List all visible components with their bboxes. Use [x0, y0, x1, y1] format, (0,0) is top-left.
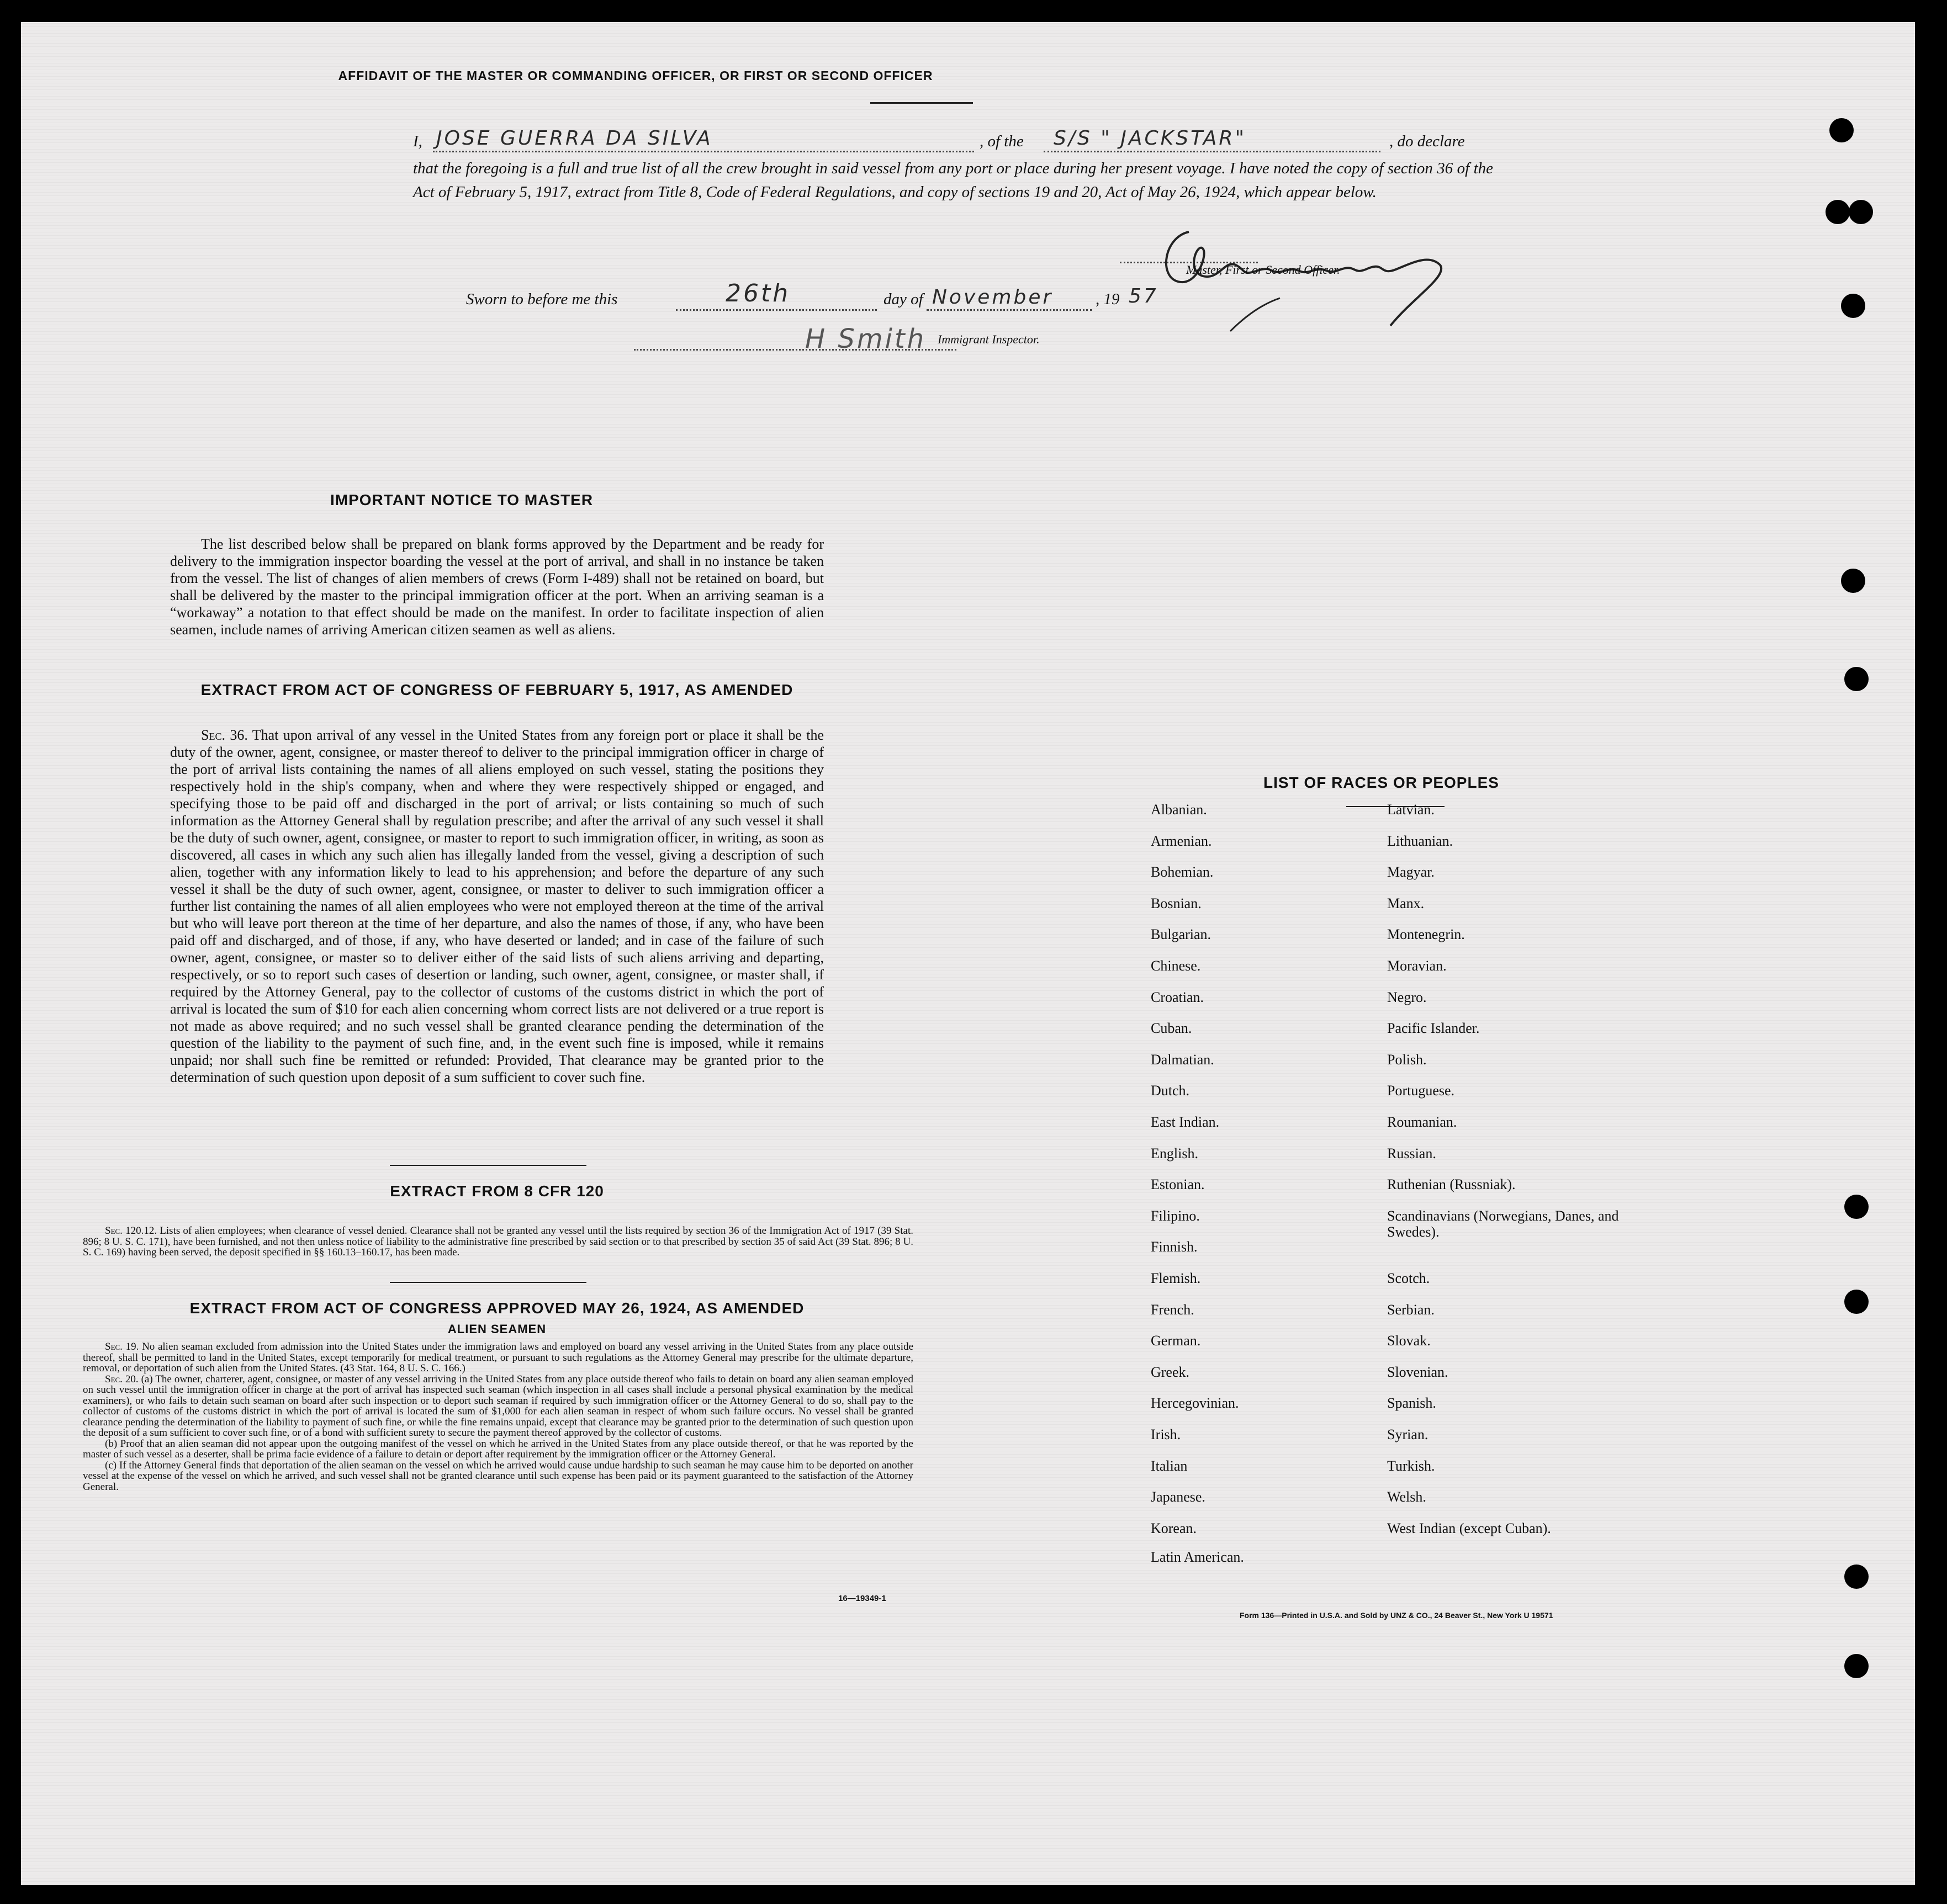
- rule-1: [390, 1165, 586, 1166]
- title-rule: [870, 102, 973, 104]
- race-item: Latin American.: [1151, 1548, 1244, 1565]
- punch-hole: [1844, 667, 1869, 691]
- race-item: Welsh.: [1387, 1489, 1426, 1505]
- race-item: Italian: [1151, 1457, 1188, 1474]
- race-item: Finnish.: [1151, 1239, 1198, 1255]
- inspector-signature: H Smith: [805, 323, 927, 354]
- race-item: Montenegrin.: [1387, 926, 1465, 943]
- race-item: Estonian.: [1151, 1176, 1205, 1193]
- race-item: Ruthenian (Russniak).: [1387, 1176, 1516, 1193]
- race-item: Scandinavians (Norwegians, Danes, and Swedes).: [1387, 1207, 1619, 1240]
- sworn-month-handwritten: November: [932, 286, 1054, 309]
- declaration-text: that the foregoing is a full and true list of all the crew brought in said vessel from any port or place during her present voyage. I have noted the copy of section 36 of the Act of February 5, 1917, extract from Title 8, Code of Federal Regulations, and copy of sections 19 and 20, Act of May 26, 1924, which appear below.: [413, 160, 1493, 201]
- sec-36-label: Sec. 36.: [201, 727, 248, 743]
- punch-hole: [1844, 1290, 1869, 1314]
- race-item: East Indian.: [1151, 1114, 1220, 1130]
- race-item: Greek.: [1151, 1364, 1190, 1380]
- punch-hole: [1829, 118, 1854, 142]
- punch-hole: [1844, 1195, 1869, 1219]
- notice-heading: IMPORTANT NOTICE TO MASTER: [330, 491, 594, 508]
- race-item: Croatian.: [1151, 989, 1204, 1005]
- race-item: Latvian.: [1387, 802, 1435, 818]
- inspector-caption: Immigrant Inspector.: [938, 332, 1040, 346]
- race-item: Filipino.: [1151, 1207, 1200, 1224]
- sec-20c-para: (c) If the Attorney General finds that deportation of the alien seaman on the vessel on which he arrived would cause undue hardship to such seaman he may cause him to be deported on another vessel at the expense of the vessel on which he arrived, and such vessel shall not be granted clearance until such expense has been paid or its payment guaranteed to the satisfaction of the Attorney General.: [83, 1459, 913, 1493]
- extract-cfr-heading: EXTRACT FROM 8 CFR 120: [390, 1182, 604, 1200]
- declaration-i: I,: [413, 132, 422, 150]
- race-item: Bohemian.: [1151, 864, 1214, 881]
- race-item: Dalmatian.: [1151, 1051, 1214, 1068]
- race-item: Serbian.: [1387, 1301, 1435, 1318]
- sec-19-para: [83, 1341, 913, 1374]
- extract-1917-heading: EXTRACT FROM ACT OF CONGRESS OF FEBRUARY 5, 1917, AS AMENDED: [200, 681, 793, 698]
- vessel-name-handwritten: S/S " JACKSTAR": [1054, 127, 1247, 150]
- extract-1924-heading: EXTRACT FROM ACT OF CONGRESS APPROVED MAY 26, 1924, AS AMENDED: [189, 1300, 805, 1317]
- punch-hole: [1849, 200, 1873, 224]
- punch-hole: [1841, 294, 1865, 318]
- cfr-section-label: Sec. 120.12.: [105, 1225, 157, 1237]
- race-item: Polish.: [1387, 1051, 1427, 1068]
- race-item: Manx.: [1387, 895, 1425, 911]
- punch-hole: [1841, 569, 1865, 593]
- race-item: Spanish.: [1387, 1395, 1436, 1412]
- day-line: [676, 309, 877, 311]
- races-heading: LIST OF RACES OR PEOPLES: [1263, 774, 1499, 791]
- cfr-text: [83, 1226, 913, 1258]
- sec-20a-body: (a) The owner, charterer, agent, consignee, or master of any vessel arriving in the United States from any place outside thereof who fails to detain on board any alien seaman employed on such vessel until the immigration officer in charge at the port of arrival has inspected such seaman (which inspection in all cases shall include a personal physical examination by the medical examiners), or who fails to detain such seaman on board after such inspection or to deport such seaman if required by such immigration officer or the Attorney General to do so, shall pay to the collector of customs of the customs district in which the port of arrival is located the sum of $1,000 for each alien seaman in respect of whom such failure occurs. No vessel shall be granted clearance pending the determination of the liability to payment of such fine, or while the fine remains unpaid, except that clearance may be granted prior to the determination of such question upon the deposit of a sum sufficient to cover such fine, or of a bond with sufficient surety to secure the payment thereof approved by the collector of customs.: [83, 1373, 913, 1439]
- rule-2: [390, 1282, 586, 1283]
- race-item: Dutch.: [1151, 1083, 1190, 1099]
- month-line: [927, 309, 1092, 311]
- master-name-handwritten: JOSE GUERRA DA SILVA: [436, 127, 713, 150]
- race-item: Flemish.: [1151, 1270, 1201, 1286]
- race-item: English.: [1151, 1145, 1198, 1162]
- of-the-label: , of the: [980, 132, 1024, 150]
- race-item: French.: [1151, 1301, 1194, 1318]
- vessel-line: [1044, 151, 1380, 152]
- extract-1924-body: [83, 1341, 913, 1492]
- sworn-day-handwritten: 26th: [726, 279, 791, 307]
- punch-hole: [1844, 1564, 1869, 1589]
- race-item: Negro.: [1387, 989, 1427, 1005]
- sec-20b-para: (b) Proof that an alien seaman did not appear upon the outgoing manifest of the vessel on which he arrived in the United States from any place outside thereof, or that he was reported by the master of such vessel as a deserter, shall be prima facie evidence of a failure to detain or deport after requirement by the immigration officer or the Attorney General.: [83, 1438, 913, 1460]
- sec-36-text: [170, 726, 824, 1086]
- race-item: Armenian.: [1151, 832, 1212, 849]
- race-item: Bosnian.: [1151, 895, 1202, 911]
- race-item: West Indian (except Cuban).: [1387, 1520, 1551, 1536]
- race-item: Hercegovinian.: [1151, 1395, 1239, 1412]
- day-of-label: day of: [883, 290, 923, 308]
- race-item: Magyar.: [1387, 864, 1435, 881]
- notice-body: The list described below shall be prepared on blank forms approved by the Department and be ready for delivery to the immigration inspector boarding the vessel at the port of arrival, and shall in no instance be taken from the vessel. The list of changes of alien members of crews (Form I-489) shall not be retained on board, but shall be delivered by the master to the principal immigration officer at the port. When an arriving seaman is a “workaway” a notation to that effect should be made on the manifest. In order to facilitate inspection of alien seamen, include names of arriving American citizen seamen as well as aliens.: [170, 536, 824, 638]
- do-declare-label: , do declare: [1389, 132, 1465, 150]
- race-item: Moravian.: [1387, 958, 1447, 974]
- race-item: German.: [1151, 1333, 1201, 1349]
- document-page: [21, 22, 1915, 1885]
- race-item: Chinese.: [1151, 958, 1201, 974]
- punch-hole: [1844, 1654, 1869, 1678]
- race-item: Japanese.: [1151, 1489, 1205, 1505]
- master-signature: [1153, 215, 1484, 342]
- race-item: Lithuanian.: [1387, 832, 1453, 849]
- affidavit-title: AFFIDAVIT OF THE MASTER OR COMMANDING OFFICER, OR FIRST OR SECOND OFFICER: [338, 68, 933, 83]
- sec-19-label: Sec. 19.: [105, 1341, 139, 1353]
- race-item: Russian.: [1387, 1145, 1436, 1162]
- sec-36-body: That upon arrival of any vessel in the United States from any foreign port or place it shall be the duty of the owner, agent, consignee, or master thereof to deliver to the principal immigration officer in charge of the port of arrival lists containing the names of all aliens employed on such vessel, stating the positions they respectively hold in the ship's company, when and where they were respectively shipped or engaged, and specifying those to be paid off and discharged in the port of arrival; or lists containing so much of such information as the Attorney General shall by regulation prescribe; and after the arrival of any such vessel it shall be the duty of such owner, agent, consignee, or master to report to such immigration officer, in writing, as soon as discovered, all cases in which any such alien has illegally landed from the vessel, giving a description of such alien, together with any information likely to lead to his apprehension; and before the departure of any such vessel it shall be the duty of such owner, agent, consignee, or master to deliver to such immigration officer a further list containing the names of all alien employees who were not employed thereon at the time of the arrival but who will leave port thereon at the time of her departure, and also the names of those, if any, who have been paid off and discharged, and of those, if any, who have deserted or landed; and in case of the failure of such owner, agent, consignee, or master so to deliver either of the said lists of such aliens arriving and departing, respectively, or so to report such cases of desertion or landing, such owner, agent, consignee, or master shall, if required by the Attorney General, pay to the collector of customs of the customs district in which the port of arrival is located the sum of $10 for each alien concerning whom correct lists are not delivered or a true report is not made as above required; and no such vessel shall be granted clearance pending the determination of the question of the liability to the payment of such fine, and, in the event such fine is imposed, while it remains unpaid; nor shall such fine be remitted or refunded: Provided, That clearance may be granted prior to the determination of such question upon deposit of a sum sufficient to cover such fine.: [170, 727, 824, 1085]
- race-item: Albanian.: [1151, 802, 1207, 818]
- alien-seamen-subheading: ALIEN SEAMEN: [447, 1322, 547, 1336]
- sec-20-label: Sec. 20.: [105, 1373, 139, 1385]
- race-item: Scotch.: [1387, 1270, 1430, 1286]
- name-line: [433, 151, 974, 152]
- race-item: Turkish.: [1387, 1457, 1435, 1474]
- race-item: Korean.: [1151, 1520, 1197, 1536]
- signature-caption: Master, First or Second Officer.: [1186, 263, 1340, 277]
- sworn-label: Sworn to before me this: [466, 290, 618, 308]
- sworn-year-handwritten: 57: [1129, 285, 1158, 307]
- year-prefix: , 19: [1096, 290, 1120, 308]
- race-item: Cuban.: [1151, 1020, 1192, 1037]
- race-item: Slovenian.: [1387, 1364, 1448, 1380]
- race-item: Roumanian.: [1387, 1114, 1457, 1130]
- race-item: Portuguese.: [1387, 1083, 1455, 1099]
- cfr-body: Lists of alien employees; when clearance of vessel denied. Clearance shall not be granted any vessel until the lists required by section 36 of the Immigration Act of 1917 (39 Stat. 896; 8 U. S. C. 171), have been furnished, and not then unless notice of liability to the administrative fine prescribed by said section or to that prescribed by section 35 of said Act (39 Stat. 896; 8 U. S. C. 169) having been served, the deposit specified in §§ 160.13–160.17, has been made.: [83, 1225, 913, 1258]
- sec-20a-para: [83, 1374, 913, 1439]
- race-item: Pacific Islander.: [1387, 1020, 1480, 1037]
- print-code: 16—19349-1: [838, 1594, 886, 1603]
- sec-19-body: No alien seaman excluded from admission into the United States under the immigration laws and employed on board any vessel arriving in the United States from any place outside thereof, shall be permitted to land in the United States, except temporarily for medical treatment, or pursuant to such regulations as the Attorney General may prescribe for the ultimate departure, removal, or deportation of such alien from the United States. (43 Stat. 164, 8 U. S. C. 166.): [83, 1341, 913, 1374]
- punch-hole: [1826, 200, 1850, 224]
- race-item: Bulgarian.: [1151, 926, 1211, 943]
- form-footer: Form 136—Printed in U.S.A. and Sold by UNZ & CO., 24 Beaver St., New York U 19571: [1240, 1611, 1553, 1620]
- race-item: Irish.: [1151, 1426, 1181, 1442]
- race-item: Syrian.: [1387, 1426, 1428, 1442]
- race-item: Slovak.: [1387, 1333, 1431, 1349]
